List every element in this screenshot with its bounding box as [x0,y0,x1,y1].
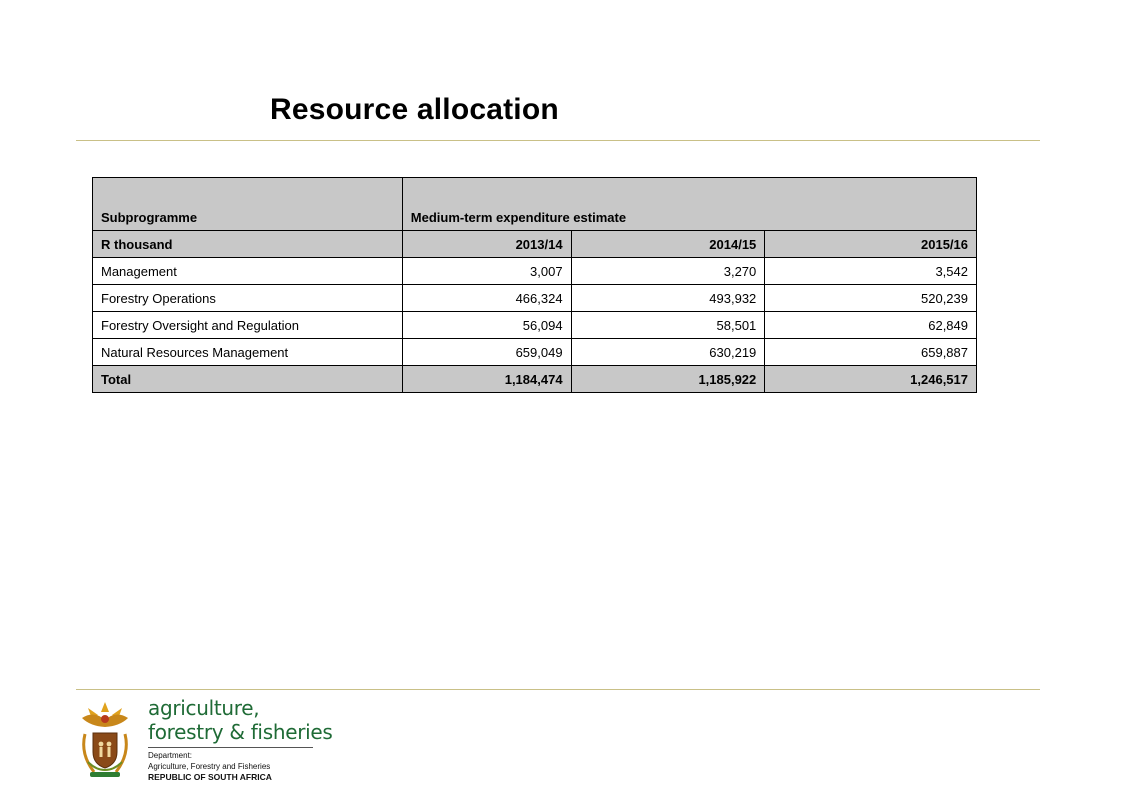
row-label: Natural Resources Management [93,339,403,366]
department-label: Department: [148,751,193,760]
row-label: Forestry Operations [93,285,403,312]
cell-value: 3,542 [765,258,977,285]
table-row [93,258,977,285]
header-mtef: Medium-term expenditure estimate [402,178,976,231]
top-divider [76,140,1040,141]
cell-value: 62,849 [765,312,977,339]
table-header-row [93,178,977,231]
cell-value: 520,239 [765,285,977,312]
total-value: 1,185,922 [571,366,765,393]
row-label: Forestry Oversight and Regulation [93,312,403,339]
cell-value: 466,324 [402,285,571,312]
bottom-divider [76,689,1040,690]
cell-value: 493,932 [571,285,765,312]
table-row [93,285,977,312]
department-name: Agriculture, Forestry and Fisheries [148,762,271,771]
brand-name-line2: forestry & fisheries [148,720,333,744]
cell-value: 3,270 [571,258,765,285]
country-name: REPUBLIC OF SOUTH AFRICA [148,772,272,782]
year-2014-15: 2014/15 [571,231,765,258]
department-logo [76,696,336,782]
cell-value: 58,501 [571,312,765,339]
south-africa-coat-of-arms-icon [76,700,134,780]
logo-divider [148,747,313,748]
table-row [93,312,977,339]
total-value: 1,246,517 [765,366,977,393]
table-total-row [93,366,977,393]
cell-value: 659,887 [765,339,977,366]
cell-value: 630,219 [571,339,765,366]
resource-allocation-table [92,177,977,393]
cell-value: 3,007 [402,258,571,285]
year-2015-16: 2015/16 [765,231,977,258]
cell-value: 56,094 [402,312,571,339]
header-subprogramme: Subprogramme [93,178,403,231]
unit-label: R thousand [93,231,403,258]
table-row [93,339,977,366]
total-value: 1,184,474 [402,366,571,393]
total-label: Total [93,366,403,393]
table-unit-row [93,231,977,258]
row-label: Management [93,258,403,285]
cell-value: 659,049 [402,339,571,366]
brand-name-line1: agriculture, [148,696,260,720]
year-2013-14: 2013/14 [402,231,571,258]
page-title: Resource allocation [270,93,559,126]
